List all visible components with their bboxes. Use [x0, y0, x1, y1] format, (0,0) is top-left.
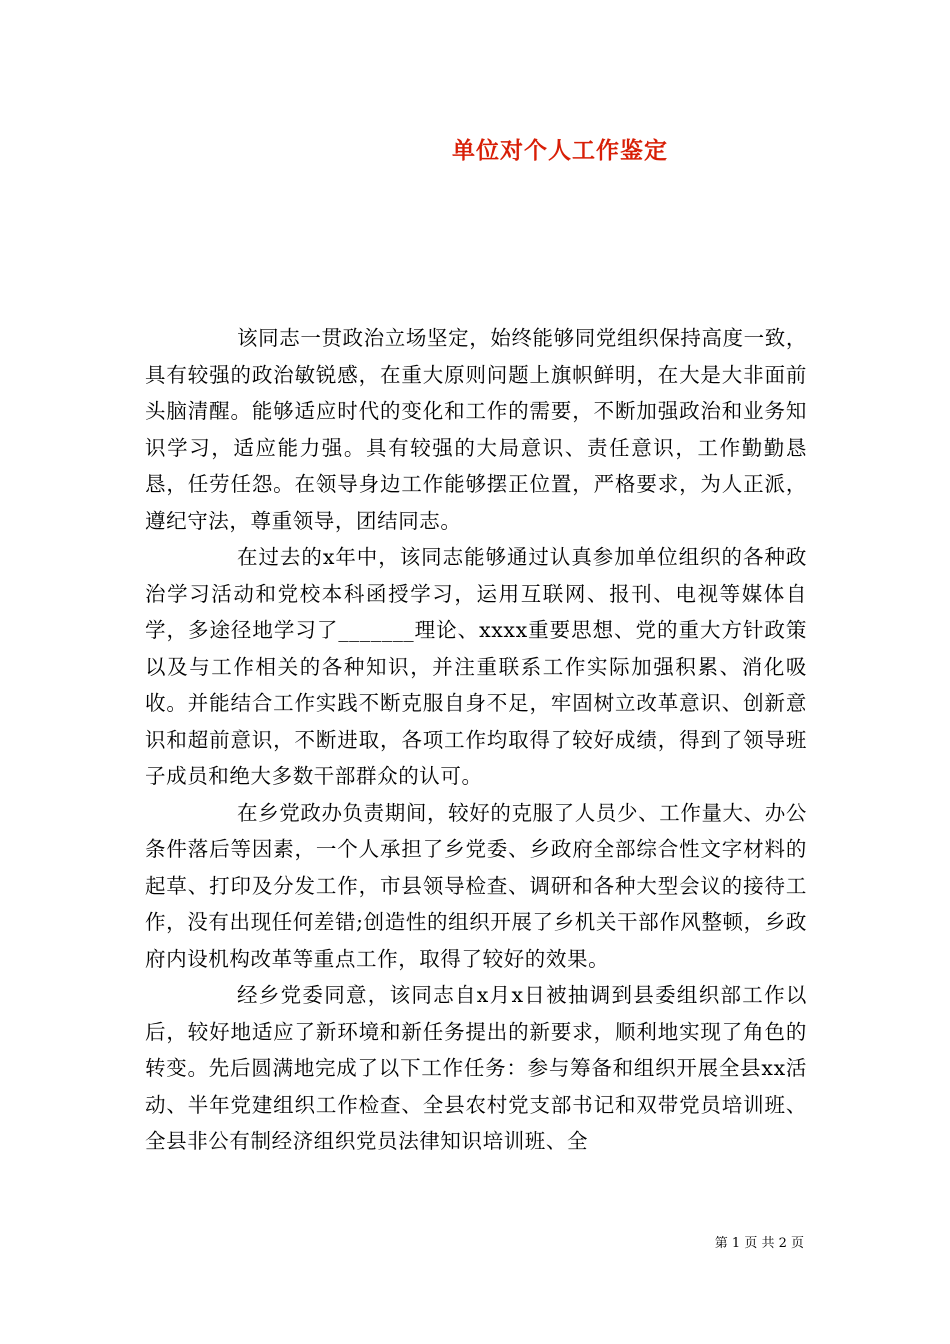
- paragraph-4: 经乡党委同意，该同志自x月x日被抽调到县委组织部工作以后，较好地适应了新环境和新任务提出的新要求，顺利地实现了角色的转变。先后圆满地完成了以下工作任务：参与筹备和组织开展全县xx活动、半年党建组织工作检查、全县农村党支部书记和双带党员培训班、全县非公有制经济组织党员法律知识培训班、全: [145, 983, 807, 1153]
- paragraph-3: 在乡党政办负责期间，较好的克服了人员少、工作量大、办公条件落后等因素，一个人承担了乡党委、乡政府全部综合性文字材料的起草、打印及分发工作，市县领导检查、调研和各种大型会议的接待工作，没有出现任何差错;创造性的组织开展了乡机关干部作风整顿，乡政府内设机构改革等重点工作，取得了较好的效果。: [145, 800, 807, 971]
- document-title: 单位对个人工作鉴定: [452, 137, 668, 164]
- page-number-footer: 第 1 页 共 2 页: [714, 1236, 804, 1251]
- document-body: [145, 320, 807, 1160]
- paragraph-1: 该同志一贯政治立场坚定，始终能够同党组织保持高度一致，具有较强的政治敏锐感，在重大原则问题上旗帜鲜明，在大是大非面前头脑清醒。能够适应时代的变化和工作的需要，不断加强政治和业务知识学习，适应能力强。具有较强的大局意识、责任意识，工作勤勤恳恳，任劳任怨。在领导身边工作能够摆正位置，严格要求，为人正派，遵纪守法，尊重领导，团结同志。: [145, 326, 807, 533]
- paragraph-2: 在过去的x年中，该同志能够通过认真参加单位组织的各种政治学习活动和党校本科函授学习，运用互联网、报刊、电视等媒体自学，多途径地学习了_______理论、xxxx重要思想、党的重大方针政策以及与工作相关的各种知识，并注重联系工作实际加强积累、消化吸收。并能结合工作实践不断克服自身不足，牢固树立改革意识、创新意识和超前意识，不断进取，各项工作均取得了较好成绩，得到了领导班子成员和绝大多数干部群众的认可。: [145, 545, 807, 788]
